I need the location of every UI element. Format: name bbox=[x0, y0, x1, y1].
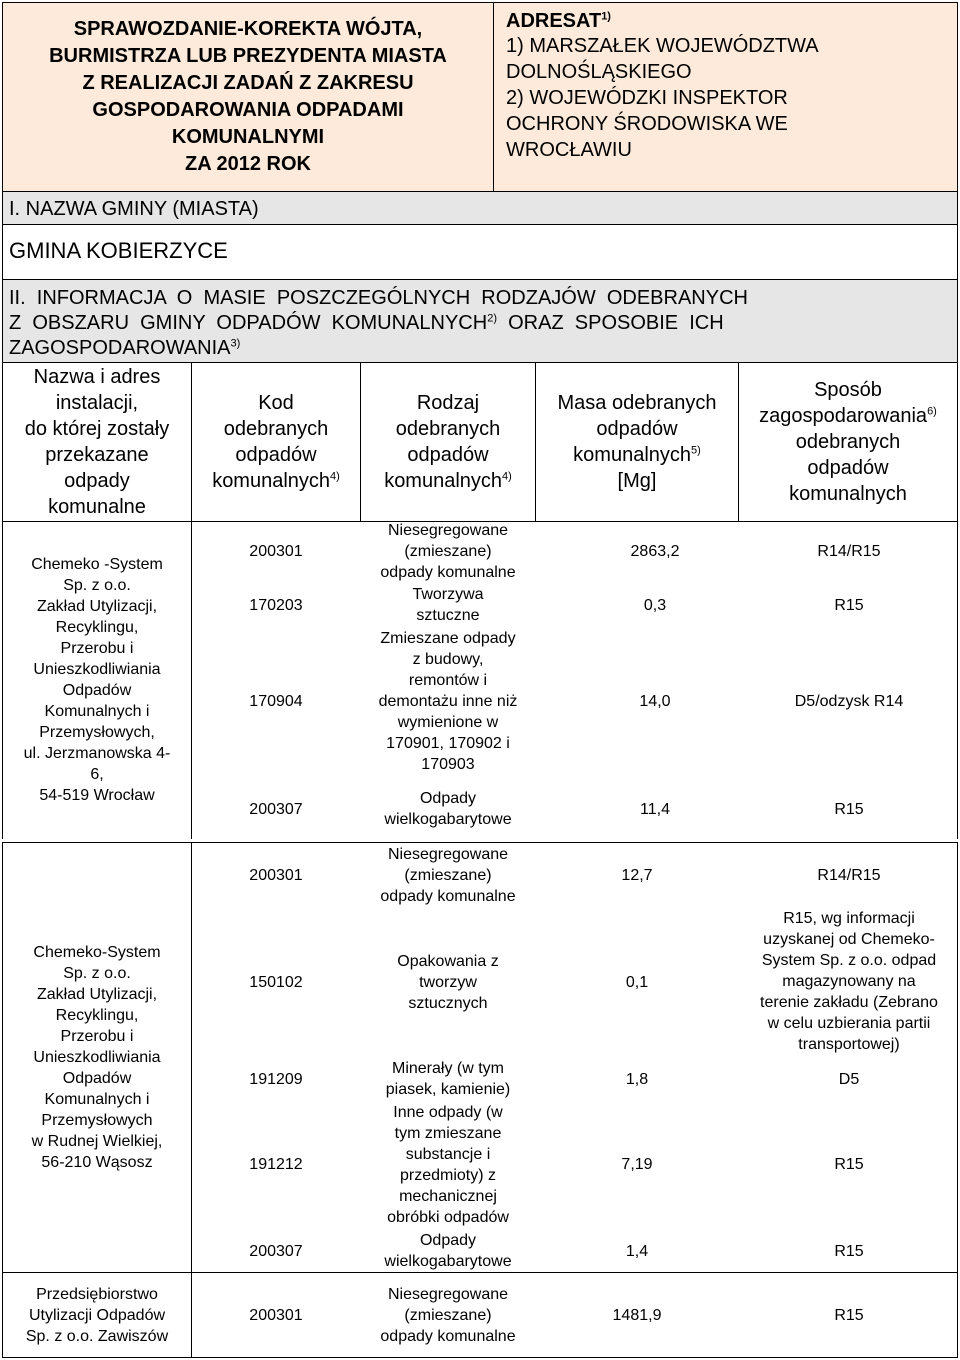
header-mass: Masa odebranych odpadów komunalnych$^{5)}$ [Mg] bbox=[535, 362, 739, 522]
waste-method: R14/R15 bbox=[817, 542, 881, 560]
waste-code: 200307 bbox=[249, 1242, 303, 1260]
waste-type: Odpady wielkogabarytowe bbox=[384, 790, 512, 828]
adresat-label: ADRESAT$^{1)}$ bbox=[506, 10, 611, 32]
installation-group-3 bbox=[2, 1272, 192, 1358]
section-1-heading-box bbox=[2, 191, 958, 225]
municipality-box bbox=[2, 224, 958, 280]
waste-mass: 2863,2 bbox=[630, 542, 680, 560]
waste-method: R15 bbox=[834, 1155, 864, 1173]
installation-group-1 bbox=[2, 521, 192, 839]
waste-type: Tworzywa sztuczne bbox=[412, 586, 484, 624]
waste-type: Opakowania z tworzyw sztucznych bbox=[397, 952, 499, 1012]
waste-method: R15, wg informacji uzyskanej od Chemeko- System Sp. z o.o. odpad magazynowany na terenie zakładu (Zebrano w celu uzbierania partii transportowej) bbox=[760, 909, 938, 1053]
waste-mass: 1,4 bbox=[625, 1242, 649, 1260]
section-1-heading: I. NAZWA GMINY (MIASTA) bbox=[9, 198, 259, 220]
adresat-recipient-1: 1) MARSZAŁEK WOJEWÓDZTWA DOLNOŚLĄSKIEGO bbox=[506, 35, 819, 83]
waste-method: R14/R15 bbox=[817, 866, 881, 884]
report-title-box bbox=[2, 2, 494, 192]
waste-method: R15 bbox=[834, 1242, 864, 1260]
adresat-box bbox=[493, 2, 958, 192]
waste-code: 150102 bbox=[249, 973, 303, 991]
waste-mass: 7,19 bbox=[621, 1155, 653, 1173]
waste-mass: 0,1 bbox=[625, 973, 649, 991]
waste-code: 200301 bbox=[249, 866, 303, 884]
waste-method: D5/odzysk R14 bbox=[794, 692, 904, 710]
waste-code: 191209 bbox=[249, 1070, 303, 1088]
waste-code: 170904 bbox=[249, 692, 303, 710]
waste-mass: 1481,9 bbox=[612, 1306, 662, 1324]
report-title: SPRAWOZDANIE-KOREKTA WÓJTA, BURMISTRZA LUB PREZYDENTA MIASTA Z REALIZACJI ZADAŃ Z ZAKRESU GOSPODAROWANIA ODPADAMI KOMUNALNYMI ZA 2012 ROK bbox=[49, 18, 447, 175]
installation-name: Chemeko -System Sp. z o.o. Zakład Utylizacji, Recyklingu, Przerobu i Unieszkodliwiania Odpadów Komunalnych i Przemysłowych, ul. Jerzmanowska 4- 6, 54-519 Wrocław bbox=[23, 556, 171, 804]
waste-method: R15 bbox=[834, 1306, 864, 1324]
waste-type: Odpady wielkogabarytowe bbox=[384, 1232, 512, 1270]
waste-method: D5 bbox=[838, 1070, 860, 1088]
waste-type: Zmieszane odpady z budowy, remontów i demontażu inne niż wymienione w 170901, 170902 i 170903 bbox=[378, 629, 518, 773]
waste-mass: 14,0 bbox=[639, 692, 671, 710]
installation-name: Chemeko-System Sp. z o.o. Zakład Utylizacji, Recyklingu, Przerobu i Unieszkodliwiania Odpadów Komunalnych i Przemysłowych w Rudnej Wielkiej, 56-210 Wąsosz bbox=[31, 944, 163, 1171]
waste-type: Niesegregowane (zmieszane) odpady komunalne bbox=[380, 521, 516, 581]
waste-mass: 11,4 bbox=[640, 800, 670, 818]
waste-code: 200307 bbox=[249, 800, 303, 818]
header-installation: Nazwa i adres instalacji, do której zostały przekazane odpady komunalne bbox=[2, 362, 192, 522]
waste-method: R15 bbox=[834, 800, 864, 818]
waste-method: R15 bbox=[834, 596, 864, 614]
section-2-line-2: Z OBSZARU GMINY ODPADÓW KOMUNALNYCH$^{2)}$ ORAZ SPOSOBIE ICH bbox=[9, 312, 724, 334]
waste-code: 191212 bbox=[249, 1155, 303, 1173]
waste-code: 170203 bbox=[249, 596, 303, 614]
waste-mass: 12,7 bbox=[621, 866, 653, 884]
header-method: Sposób zagospodarowania$^{6)}$ odebranych odpadów komunalnych bbox=[738, 362, 958, 522]
waste-mass: 0,3 bbox=[643, 596, 667, 614]
adresat-recipient-2: 2) WOJEWÓDZKI INSPEKTOR OCHRONY ŚRODOWISKA WE WROCŁAWIU bbox=[506, 87, 788, 161]
municipality-name: GMINA KOBIERZYCE bbox=[9, 238, 228, 263]
waste-mass: 1,8 bbox=[625, 1070, 649, 1088]
section-2-line-1: II. INFORMACJA O MASIE POSZCZEGÓLNYCH RODZAJÓW ODEBRANYCH bbox=[9, 287, 748, 309]
waste-type: Inne odpady (w tym zmieszane substancje i przedmioty) z mechanicznej obróbki odpadów bbox=[387, 1104, 509, 1226]
header-code: Kod odebranych odpadów komunalnych$^{4)}$ bbox=[191, 362, 361, 522]
waste-type: Niesegregowane (zmieszane) odpady komunalne bbox=[380, 845, 516, 905]
section-2-line-3: ZAGOSPODAROWANIA$^{3)}$ bbox=[9, 337, 241, 359]
waste-type: Niesegregowane (zmieszane) odpady komunalne bbox=[380, 1285, 516, 1345]
installation-group-2 bbox=[2, 842, 192, 1272]
header-type: Rodzaj odebranych odpadów komunalnych$^{4)}$ bbox=[360, 362, 536, 522]
waste-code: 200301 bbox=[249, 542, 303, 560]
waste-type: Minerały (w tym piasek, kamienie) bbox=[385, 1060, 511, 1098]
installation-name: Przedsiębiorstwo Utylizacji Odpadów Sp. z o.o. Zawiszów bbox=[25, 1285, 169, 1345]
section-2-heading-box bbox=[2, 279, 958, 363]
waste-code: 200301 bbox=[249, 1306, 303, 1324]
